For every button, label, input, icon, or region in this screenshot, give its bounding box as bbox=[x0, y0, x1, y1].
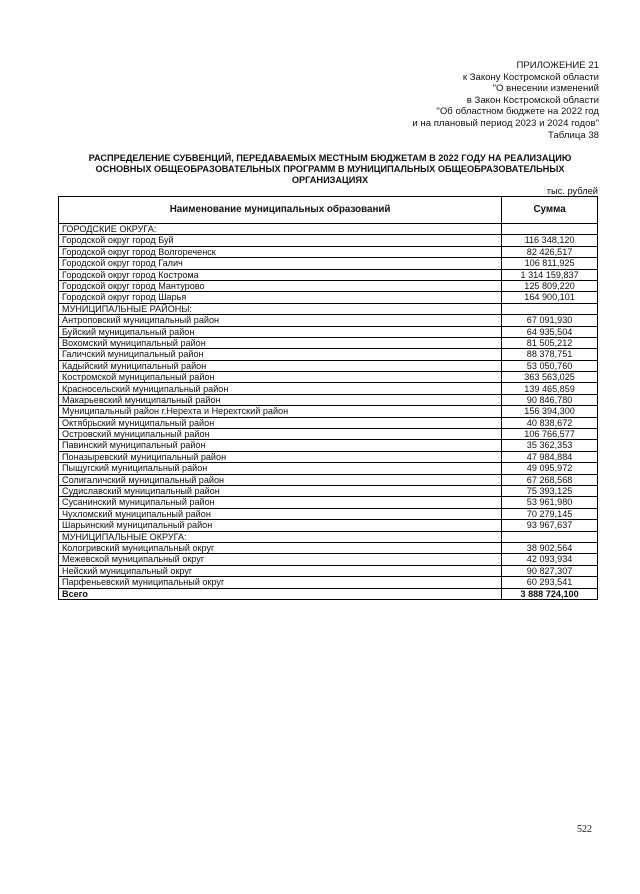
table-row bbox=[59, 292, 598, 303]
page-number: 522 bbox=[577, 824, 592, 835]
table-row bbox=[59, 463, 598, 474]
subvention-sum: 53 961,980 bbox=[502, 497, 598, 508]
municipality-name: Городской округ город Шарья bbox=[59, 292, 502, 303]
table-row bbox=[59, 577, 598, 588]
table-header-row bbox=[59, 197, 598, 224]
table-row bbox=[59, 554, 598, 565]
appendix-header bbox=[412, 60, 599, 141]
table-row bbox=[59, 565, 598, 576]
subvention-sum: 82 426,517 bbox=[502, 246, 598, 257]
municipality-name: Макарьевский муниципальный район bbox=[59, 394, 502, 405]
municipality-name: Пыщугский муниципальный район bbox=[59, 463, 502, 474]
subvention-sum: 90 827,307 bbox=[502, 565, 598, 576]
municipality-name: Октябрьский муниципальный район bbox=[59, 417, 502, 428]
municipality-name: Городской округ город Мантурово bbox=[59, 280, 502, 291]
table-row bbox=[59, 406, 598, 417]
total-sum: 3 888 724,100 bbox=[502, 588, 598, 599]
column-header-sum: Сумма bbox=[502, 197, 598, 224]
subvention-sum: 47 984,884 bbox=[502, 451, 598, 462]
appendix-amendment-line: "О внесении изменений bbox=[492, 83, 599, 95]
municipality-name: Буйский муниципальный район bbox=[59, 326, 502, 337]
appendix-period-line: и на плановый период 2023 и 2024 годов" bbox=[412, 117, 599, 129]
subvention-sum: 363 563,025 bbox=[502, 372, 598, 383]
subvention-sum: 67 091,930 bbox=[502, 315, 598, 326]
subvention-sum: 93 967,637 bbox=[502, 520, 598, 531]
table-row bbox=[59, 520, 598, 531]
subvention-sum: 60 293,541 bbox=[502, 577, 598, 588]
column-header-name: Наименование муниципальных образований bbox=[59, 197, 502, 224]
municipality-name: Галичский муниципальный район bbox=[59, 349, 502, 360]
subvention-sum: 75 393,125 bbox=[502, 485, 598, 496]
municipality-name: Шарьинский муниципальный район bbox=[59, 520, 502, 531]
table-row bbox=[59, 394, 598, 405]
subvention-sum: 42 093,934 bbox=[502, 554, 598, 565]
total-label: Всего bbox=[59, 588, 502, 599]
municipality-name: Нейский муниципальный округ bbox=[59, 565, 502, 576]
subventions-table bbox=[58, 196, 598, 600]
document-title: РАСПРЕДЕЛЕНИЕ СУБВЕНЦИЙ, ПЕРЕДАВАЕМЫХ МЕСТНЫМ БЮДЖЕТАМ В 2022 ГОДУ НА РЕАЛИЗАЦИЮ ОСНОВНЫХ ОБЩЕОБРАЗОВАТЕЛЬНЫХ ПРОГРАММ В МУНИЦИПАЛЬНЫХ ОБЩЕОБРАЗОВАТЕЛЬНЫХ ОРГАНИЗАЦИЯХ bbox=[88, 153, 572, 185]
municipality-name: Кадыйский муниципальный район bbox=[59, 360, 502, 371]
municipality-name: Муниципальный район г.Нерехта и Нерехтский район bbox=[59, 406, 502, 417]
municipality-name: Островский муниципальный район bbox=[59, 429, 502, 440]
table-row bbox=[59, 417, 598, 428]
table-row bbox=[59, 485, 598, 496]
table-row bbox=[59, 246, 598, 257]
municipality-name: Чухломский муниципальный район bbox=[59, 508, 502, 519]
municipality-name: МУНИЦИПАЛЬНЫЕ РАЙОНЫ: bbox=[59, 303, 502, 314]
municipality-name: ГОРОДСКИЕ ОКРУГА: bbox=[59, 224, 502, 235]
appendix-law-line-2: в Закон Костромской области bbox=[466, 94, 599, 106]
subvention-sum: 40 838,672 bbox=[502, 417, 598, 428]
municipality-name: Городской округ город Кострома bbox=[59, 269, 502, 280]
table-row bbox=[59, 429, 598, 440]
subvention-sum: 1 314 159,837 bbox=[502, 269, 598, 280]
municipality-name: Вохомский муниципальный район bbox=[59, 337, 502, 348]
table-row bbox=[59, 451, 598, 462]
table-row bbox=[59, 269, 598, 280]
subvention-sum: 164 900,101 bbox=[502, 292, 598, 303]
municipality-name: Судиславский муниципальный район bbox=[59, 485, 502, 496]
table-section-row bbox=[59, 531, 598, 542]
table-row bbox=[59, 474, 598, 485]
subvention-sum: 67 268,568 bbox=[502, 474, 598, 485]
table-row bbox=[59, 280, 598, 291]
appendix-budget-line: "Об областном бюджете на 2022 год bbox=[436, 106, 599, 118]
municipality-name: Поназыревский муниципальный район bbox=[59, 451, 502, 462]
subvention-sum bbox=[502, 224, 598, 235]
subvention-sum: 116 348,120 bbox=[502, 235, 598, 246]
municipality-name: МУНИЦИПАЛЬНЫЕ ОКРУГА: bbox=[59, 531, 502, 542]
subvention-sum: 106 811,925 bbox=[502, 258, 598, 269]
subvention-sum: 38 902,564 bbox=[502, 542, 598, 553]
subvention-sum: 90 846,780 bbox=[502, 394, 598, 405]
municipality-name: Городской округ город Волгореченск bbox=[59, 246, 502, 257]
appendix-law-line: к Закону Костромской области bbox=[462, 71, 599, 83]
table-row bbox=[59, 258, 598, 269]
table-row bbox=[59, 360, 598, 371]
table-section-row bbox=[59, 303, 598, 314]
subvention-sum: 156 394,300 bbox=[502, 406, 598, 417]
subvention-sum: 49 095,972 bbox=[502, 463, 598, 474]
subvention-sum: 81 505,212 bbox=[502, 337, 598, 348]
municipality-name: Павинский муниципальный район bbox=[59, 440, 502, 451]
subvention-sum: 53 050,760 bbox=[502, 360, 598, 371]
subvention-sum bbox=[502, 531, 598, 542]
table-total-row bbox=[59, 588, 598, 599]
table-body bbox=[59, 224, 598, 600]
subvention-sum: 88 378,751 bbox=[502, 349, 598, 360]
subvention-sum: 70 279,145 bbox=[502, 508, 598, 519]
municipality-name: Кологривский муниципальный округ bbox=[59, 542, 502, 553]
table-row bbox=[59, 497, 598, 508]
table-row bbox=[59, 235, 598, 246]
table-row bbox=[59, 440, 598, 451]
municipality-name: Городской округ город Буй bbox=[59, 235, 502, 246]
table-row bbox=[59, 542, 598, 553]
table-row bbox=[59, 315, 598, 326]
table-row bbox=[59, 326, 598, 337]
subvention-sum: 35 362,353 bbox=[502, 440, 598, 451]
table-number: Таблица 38 bbox=[548, 129, 599, 141]
subvention-sum: 106 766,577 bbox=[502, 429, 598, 440]
appendix-title: ПРИЛОЖЕНИЕ 21 bbox=[516, 60, 599, 71]
subvention-sum: 64 935,504 bbox=[502, 326, 598, 337]
subvention-sum: 139 465,859 bbox=[502, 383, 598, 394]
table-row bbox=[59, 337, 598, 348]
municipality-name: Сусанинский муниципальный район bbox=[59, 497, 502, 508]
table-row bbox=[59, 349, 598, 360]
subvention-sum bbox=[502, 303, 598, 314]
units-label: тыс. рублей bbox=[546, 186, 598, 196]
municipality-name: Красносельский муниципальный район bbox=[59, 383, 502, 394]
table-row bbox=[59, 383, 598, 394]
municipality-name: Антроповский муниципальный район bbox=[59, 315, 502, 326]
municipality-name: Межевской муниципальный округ bbox=[59, 554, 502, 565]
municipality-name: Городской округ город Галич bbox=[59, 258, 502, 269]
table-row bbox=[59, 372, 598, 383]
municipality-name: Костромской муниципальный район bbox=[59, 372, 502, 383]
table-row bbox=[59, 508, 598, 519]
table-section-row bbox=[59, 224, 598, 235]
municipality-name: Солигаличский муниципальный район bbox=[59, 474, 502, 485]
subvention-sum: 125 809,220 bbox=[502, 280, 598, 291]
municipality-name: Парфеньевский муниципальный округ bbox=[59, 577, 502, 588]
